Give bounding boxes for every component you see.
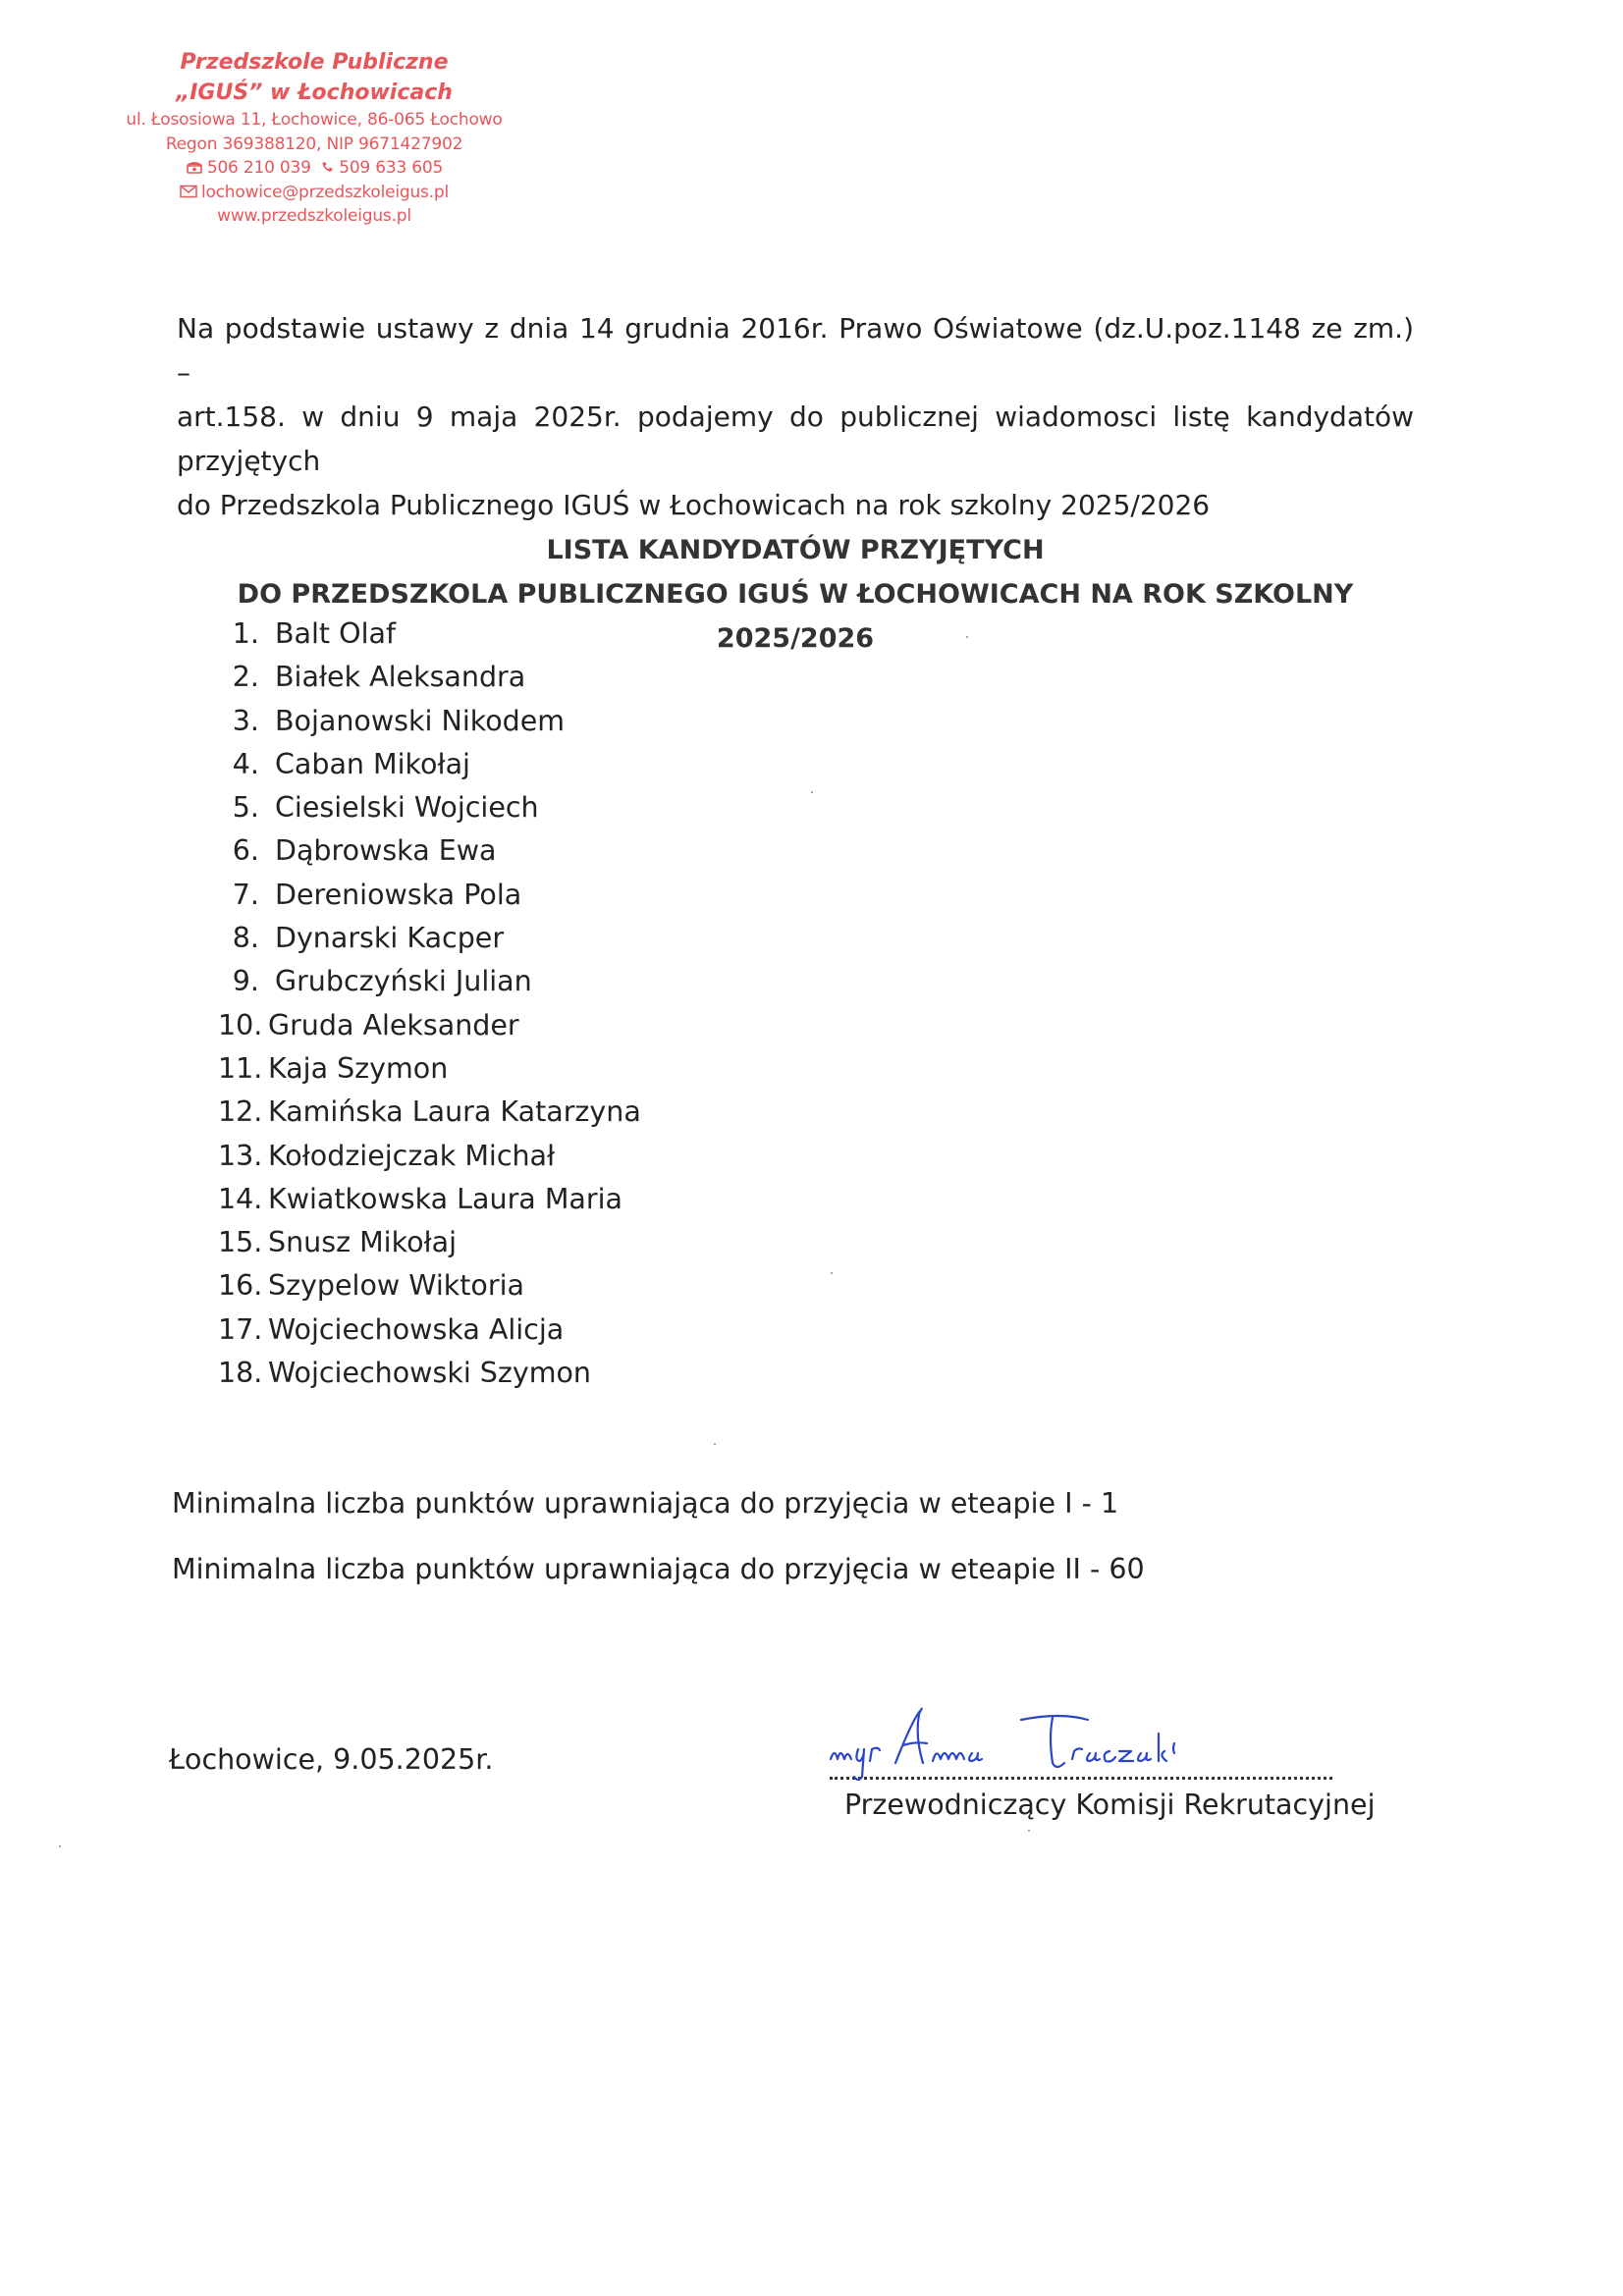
candidate-item (218, 1308, 641, 1352)
candidate-number: 5. (232, 791, 259, 825)
candidate-name: Wojciechowska Alicja (268, 1312, 565, 1346)
candidate-item (218, 1135, 641, 1178)
candidate-name: Kołodziejczak Michał (268, 1139, 556, 1172)
candidate-name: Szypelow Wiktoria (268, 1269, 524, 1303)
stamp-website: www.przedszkoleigus.pl (217, 206, 411, 226)
stamp-email: lochowice@przedszkoleigus.pl (200, 182, 450, 202)
candidate-item (218, 1004, 641, 1047)
candidate-number: 18. (218, 1357, 263, 1390)
envelope-icon (180, 185, 197, 198)
candidate-item (218, 1352, 641, 1395)
candidate-number: 1. (232, 617, 259, 650)
signature-role: Przewodniczący Komisji Rekrutacyjnej (844, 1789, 1376, 1821)
candidate-name: Caban Mikołaj (275, 747, 470, 780)
candidate-name: Dąbrowska Ewa (275, 834, 497, 868)
scan-speck (811, 791, 813, 793)
candidate-number: 7. (232, 878, 259, 911)
candidate-name: Wojciechowski Szymon (268, 1357, 591, 1390)
candidate-name: Grubczyński Julian (275, 965, 532, 998)
candidate-item (218, 1221, 641, 1264)
min-points-stage-1: Minimalna liczba punktów uprawniająca do przyjęcia w eteapie I - 1 (172, 1487, 1119, 1520)
candidate-number: 8. (232, 922, 259, 955)
stamp-name: Przedszkole Publiczne (180, 50, 449, 75)
candidate-item (218, 1091, 641, 1134)
telephone-icon (186, 160, 203, 174)
candidate-name: Dynarski Kacper (275, 922, 505, 955)
candidate-item (218, 1047, 641, 1091)
candidate-number: 13. (218, 1139, 263, 1172)
scan-speck (714, 1443, 716, 1445)
scan-speck (1028, 1830, 1030, 1832)
scan-speck (831, 1272, 833, 1274)
intro-line-1: Na podstawie ustawy z dnia 14 grudnia 2016r. Prawo Oświatowe (dz.U.poz.1148 ze zm.) – (177, 312, 1414, 389)
candidate-number: 12. (218, 1095, 263, 1129)
candidate-number: 2. (232, 661, 259, 694)
intro-line-3: do Przedszkola Publicznego IGUŚ w Łochowicach na rok szkolny 2025/2026 (177, 489, 1211, 521)
candidate-name: Bojanowski Nikodem (275, 704, 566, 737)
candidate-item (218, 874, 641, 917)
candidate-number: 11. (218, 1051, 263, 1085)
candidate-name: Białek Aleksandra (275, 661, 526, 694)
candidate-name: Dereniowska Pola (275, 878, 522, 911)
candidate-name: Ciesielski Wojciech (275, 791, 539, 825)
candidate-number: 4. (232, 747, 259, 780)
candidate-item (218, 1264, 641, 1308)
candidate-item (218, 917, 641, 960)
candidate-name: Snusz Mikołaj (268, 1226, 457, 1259)
candidate-item (218, 656, 641, 699)
candidate-number: 15. (218, 1226, 263, 1259)
candidate-number: 17. (218, 1312, 263, 1346)
handset-icon (321, 160, 335, 174)
candidate-item (218, 786, 641, 829)
stamp-phone-1: 506 210 039 (206, 158, 311, 178)
scan-speck (966, 636, 968, 638)
intro-paragraph (177, 306, 1414, 527)
stamp-phone-2: 509 633 605 (339, 158, 444, 178)
intro-line-2: art.158. w dniu 9 maja 2025r. podajemy do publicznej wiadomosci listę kandydatów przyjętych (177, 400, 1414, 477)
candidate-list (218, 613, 641, 1395)
candidate-item (218, 613, 641, 656)
heading-line-2: DO PRZEDSZKOLA PUBLICZNEGO IGUŚ W ŁOCHOWICACH NA ROK SZKOLNY 2025/2026 (237, 579, 1354, 654)
preschool-stamp (98, 47, 530, 229)
stamp-address: ul. Łososiowa 11, Łochowice, 86-065 Łochowo (126, 110, 503, 130)
candidate-number: 6. (232, 834, 259, 868)
candidate-item (218, 1178, 641, 1221)
candidate-item (218, 743, 641, 786)
candidate-number: 9. (232, 965, 259, 998)
candidate-name: Balt Olaf (275, 617, 397, 650)
candidate-number: 14. (218, 1182, 263, 1215)
place-and-date: Łochowice, 9.05.2025r. (169, 1743, 494, 1776)
candidate-number: 10. (218, 1008, 263, 1041)
candidate-name: Kamińska Laura Katarzyna (268, 1095, 641, 1129)
candidate-name: Gruda Aleksander (268, 1008, 519, 1041)
candidate-name: Kaja Szymon (268, 1051, 449, 1085)
candidate-item (218, 700, 641, 743)
candidate-number: 3. (232, 704, 259, 737)
stamp-email-row (98, 181, 530, 205)
candidate-item (218, 829, 641, 873)
candidate-item (218, 960, 641, 1003)
handwritten-signature (825, 1698, 1335, 1787)
scan-speck (59, 1845, 61, 1847)
candidate-name: Kwiatkowska Laura Maria (268, 1182, 622, 1215)
stamp-location: „IGUŚ” w Łochowicach (176, 80, 453, 105)
stamp-phones (98, 156, 530, 181)
stamp-regon-nip: Regon 369388120, NIP 9671427902 (165, 133, 463, 154)
min-points-stage-2: Minimalna liczba punktów uprawniająca do przyjęcia w eteapie II - 60 (172, 1553, 1145, 1585)
candidate-number: 16. (218, 1269, 263, 1303)
heading-line-1: LISTA KANDYDATÓW PRZYJĘTYCH (546, 535, 1045, 565)
